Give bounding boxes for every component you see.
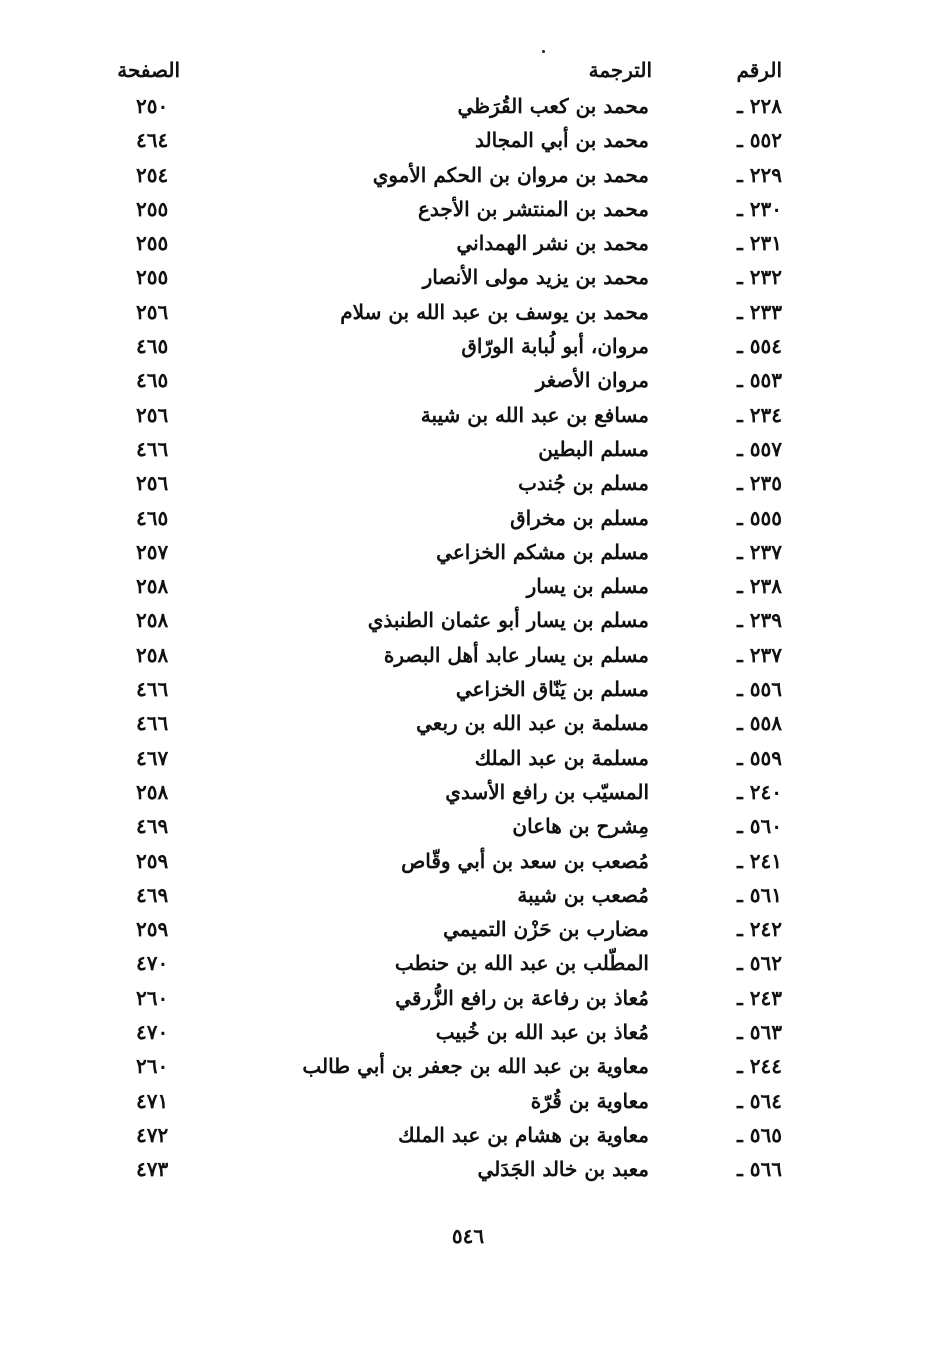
- entry-name: مسلم بن جُندب: [518, 471, 649, 496]
- entry-number: ٢٣٢ ـ: [736, 265, 782, 290]
- entry-page: ٢٥٦: [136, 299, 169, 324]
- entry-number: ٥٦٥ ـ: [736, 1122, 782, 1147]
- entry-page: ٤٦٦: [136, 677, 169, 702]
- table-row: [0, 332, 936, 366]
- entry-number: ٥٦٠ ـ: [736, 814, 782, 839]
- entry-number: ٥٥٣ ـ: [736, 368, 782, 393]
- entry-page: ٤٦٦: [136, 436, 169, 461]
- index-table: [0, 92, 936, 1190]
- entry-name: معاوية بن قُرّة: [530, 1088, 649, 1113]
- table-row: [0, 572, 936, 606]
- entry-number: ٢٣٤ ـ: [736, 402, 782, 427]
- entry-page: ٢٥٥: [136, 265, 169, 290]
- table-row: [0, 641, 936, 675]
- entry-name: مسلم بن يَنّاق الخزاعي: [455, 677, 649, 702]
- entry-number: ٥٥٢ ـ: [736, 128, 782, 153]
- table-row: [0, 195, 936, 229]
- entry-name: المطّلب بن عبد الله بن حنطب: [394, 951, 649, 976]
- header-page: الصفحة: [117, 58, 180, 82]
- table-row: [0, 229, 936, 263]
- entry-number: ٢٢٨ ـ: [736, 94, 782, 118]
- entry-name: مسلم بن يسار عابد أهل البصرة: [383, 642, 649, 667]
- entry-number: ٥٥٨ ـ: [736, 711, 782, 736]
- header-number: الرقم: [736, 58, 782, 82]
- table-row: [0, 161, 936, 195]
- entry-page: ٤٧١: [136, 1088, 169, 1113]
- entry-page: ٤٦٥: [136, 368, 169, 393]
- table-row: [0, 1052, 936, 1086]
- table-row: [0, 675, 936, 709]
- table-row: [0, 435, 936, 469]
- entry-page: ٢٥٥: [136, 196, 169, 221]
- entry-number: ٢٤٤ ـ: [736, 1054, 782, 1079]
- entry-page: ٢٥٥: [136, 231, 169, 256]
- entry-name: مسلمة بن عبد الملك: [474, 745, 649, 770]
- entry-name: مروان، أبو لُبابة الورّاق: [461, 334, 649, 359]
- entry-name: محمد بن أبي المجالد: [475, 128, 649, 153]
- page-number: ٥٤٦: [451, 1224, 485, 1248]
- header-name: الترجمة: [588, 58, 652, 82]
- entry-number: ٥٥٧ ـ: [736, 436, 782, 461]
- table-row: [0, 126, 936, 160]
- entry-number: ٢٤١ ـ: [736, 848, 782, 873]
- entry-number: ٢٣٠ ـ: [736, 196, 782, 221]
- entry-number: ٢٣٧ ـ: [736, 539, 782, 564]
- entry-number: ٥٦٤ ـ: [736, 1088, 782, 1113]
- entry-name: معاوية بن هشام بن عبد الملك: [398, 1122, 649, 1147]
- entry-page: ٤٦٤: [136, 128, 169, 153]
- table-row: [0, 1087, 936, 1121]
- entry-page: ٤٦٥: [136, 505, 169, 530]
- entry-name: مسلم بن يسار أبو عثمان الطنبذي: [367, 608, 649, 633]
- entry-number: ٢٣٩ ـ: [736, 608, 782, 633]
- entry-name: محمد بن المنتشر بن الأجدع: [417, 196, 649, 221]
- table-row: [0, 401, 936, 435]
- entry-page: ٢٥٤: [136, 162, 169, 187]
- table-row: [0, 606, 936, 640]
- entry-number: ٢٤٣ ـ: [736, 985, 782, 1010]
- entry-number: ٢٣١ ـ: [736, 231, 782, 256]
- entry-name: مُعاذ بن عبد الله بن خُبيب: [435, 1020, 649, 1045]
- entry-name: المسيّب بن رافع الأسدي: [445, 779, 649, 804]
- entry-page: ٢٥٨: [136, 642, 169, 667]
- entry-page: ٤٦٥: [136, 334, 169, 359]
- entry-page: ٢٥٧: [136, 539, 169, 564]
- entry-page: ٢٥٨: [136, 779, 169, 804]
- entry-name: مسلمة بن عبد الله بن ربعي: [416, 711, 649, 736]
- table-row: [0, 504, 936, 538]
- entry-page: ٤٧٣: [136, 1157, 169, 1182]
- entry-name: محمد بن يوسف بن عبد الله بن سلام: [340, 299, 649, 324]
- entry-page: ٢٦٠: [136, 985, 169, 1010]
- entry-name: معاوية بن عبد الله بن جعفر بن أبي طالب: [302, 1054, 649, 1079]
- table-row: [0, 709, 936, 743]
- table-row: [0, 949, 936, 983]
- entry-name: مسلم بن مشكم الخزاعي: [436, 539, 649, 564]
- entry-page: ٢٥٠: [136, 94, 169, 118]
- entry-page: ٤٦٩: [136, 882, 169, 907]
- entry-page: ٢٥٨: [136, 574, 169, 599]
- entry-name: محمد بن كعب القُرَظي: [457, 94, 649, 118]
- entry-name: مروان الأصغر: [535, 368, 649, 393]
- entry-number: ٢٤٢ ـ: [736, 917, 782, 942]
- entry-number: ٢٣٥ ـ: [736, 471, 782, 496]
- entry-name: مسلم البطين: [538, 436, 649, 461]
- entry-number: ٥٦٢ ـ: [736, 951, 782, 976]
- entry-page: ٢٥٩: [136, 848, 169, 873]
- entry-name: مُعاذ بن رفاعة بن رافع الزُّرقي: [395, 985, 649, 1010]
- entry-name: مسلم بن يسار: [526, 574, 649, 599]
- table-row: [0, 881, 936, 915]
- entry-page: ٢٦٠: [136, 1054, 169, 1079]
- table-row: [0, 469, 936, 503]
- table-row: [0, 92, 936, 126]
- table-row: [0, 1155, 936, 1189]
- entry-number: ٥٥٩ ـ: [736, 745, 782, 770]
- table-row: [0, 538, 936, 572]
- entry-name: مُصعب بن سعد بن أبي وقّاص: [401, 848, 649, 873]
- entry-name: معبد بن خالد الجَدَلي: [477, 1157, 649, 1182]
- table-header: [0, 58, 936, 86]
- entry-number: ٥٦١ ـ: [736, 882, 782, 907]
- entry-page: ٢٥٦: [136, 471, 169, 496]
- entry-page: ٢٥٩: [136, 917, 169, 942]
- table-row: [0, 812, 936, 846]
- entry-number: ٢٤٠ ـ: [736, 779, 782, 804]
- entry-name: محمد بن يزيد مولى الأنصار: [422, 265, 649, 290]
- entry-name: مِشرح بن هاعان: [512, 814, 649, 839]
- table-row: [0, 263, 936, 297]
- entry-name: مُصعب بن شيبة: [517, 882, 649, 907]
- entry-number: ٢٢٩ ـ: [736, 162, 782, 187]
- entry-page: ٢٥٦: [136, 402, 169, 427]
- table-row: [0, 847, 936, 881]
- ink-dot: [542, 50, 545, 53]
- entry-name: مضارب بن حَزْن التميمي: [443, 917, 649, 942]
- entry-page: ٤٧٠: [136, 1020, 169, 1045]
- table-row: [0, 1121, 936, 1155]
- entry-name: مسلم بن مخراق: [510, 505, 649, 530]
- table-row: [0, 366, 936, 400]
- entry-number: ٢٣٣ ـ: [736, 299, 782, 324]
- entry-name: محمد بن مروان بن الحكم الأموي: [372, 162, 649, 187]
- entry-number: ٥٦٣ ـ: [736, 1020, 782, 1045]
- entry-number: ٥٥٦ ـ: [736, 677, 782, 702]
- table-row: [0, 984, 936, 1018]
- table-row: [0, 744, 936, 778]
- entry-page: ٤٦٩: [136, 814, 169, 839]
- entry-name: مسافع بن عبد الله بن شيبة: [420, 402, 649, 427]
- entry-number: ٢٣٧ ـ: [736, 642, 782, 667]
- entry-name: محمد بن نشر الهمداني: [456, 231, 649, 256]
- table-row: [0, 1018, 936, 1052]
- table-row: [0, 915, 936, 949]
- entry-page: ٤٧٠: [136, 951, 169, 976]
- table-row: [0, 778, 936, 812]
- entry-page: ٤٦٧: [136, 745, 169, 770]
- entry-number: ٥٥٥ ـ: [736, 505, 782, 530]
- entry-page: ٢٥٨: [136, 608, 169, 633]
- entry-page: ٤٧٢: [136, 1122, 169, 1147]
- table-row: [0, 298, 936, 332]
- entry-page: ٤٦٦: [136, 711, 169, 736]
- entry-number: ٥٥٤ ـ: [736, 334, 782, 359]
- entry-number: ٥٦٦ ـ: [736, 1157, 782, 1182]
- entry-number: ٢٣٨ ـ: [736, 574, 782, 599]
